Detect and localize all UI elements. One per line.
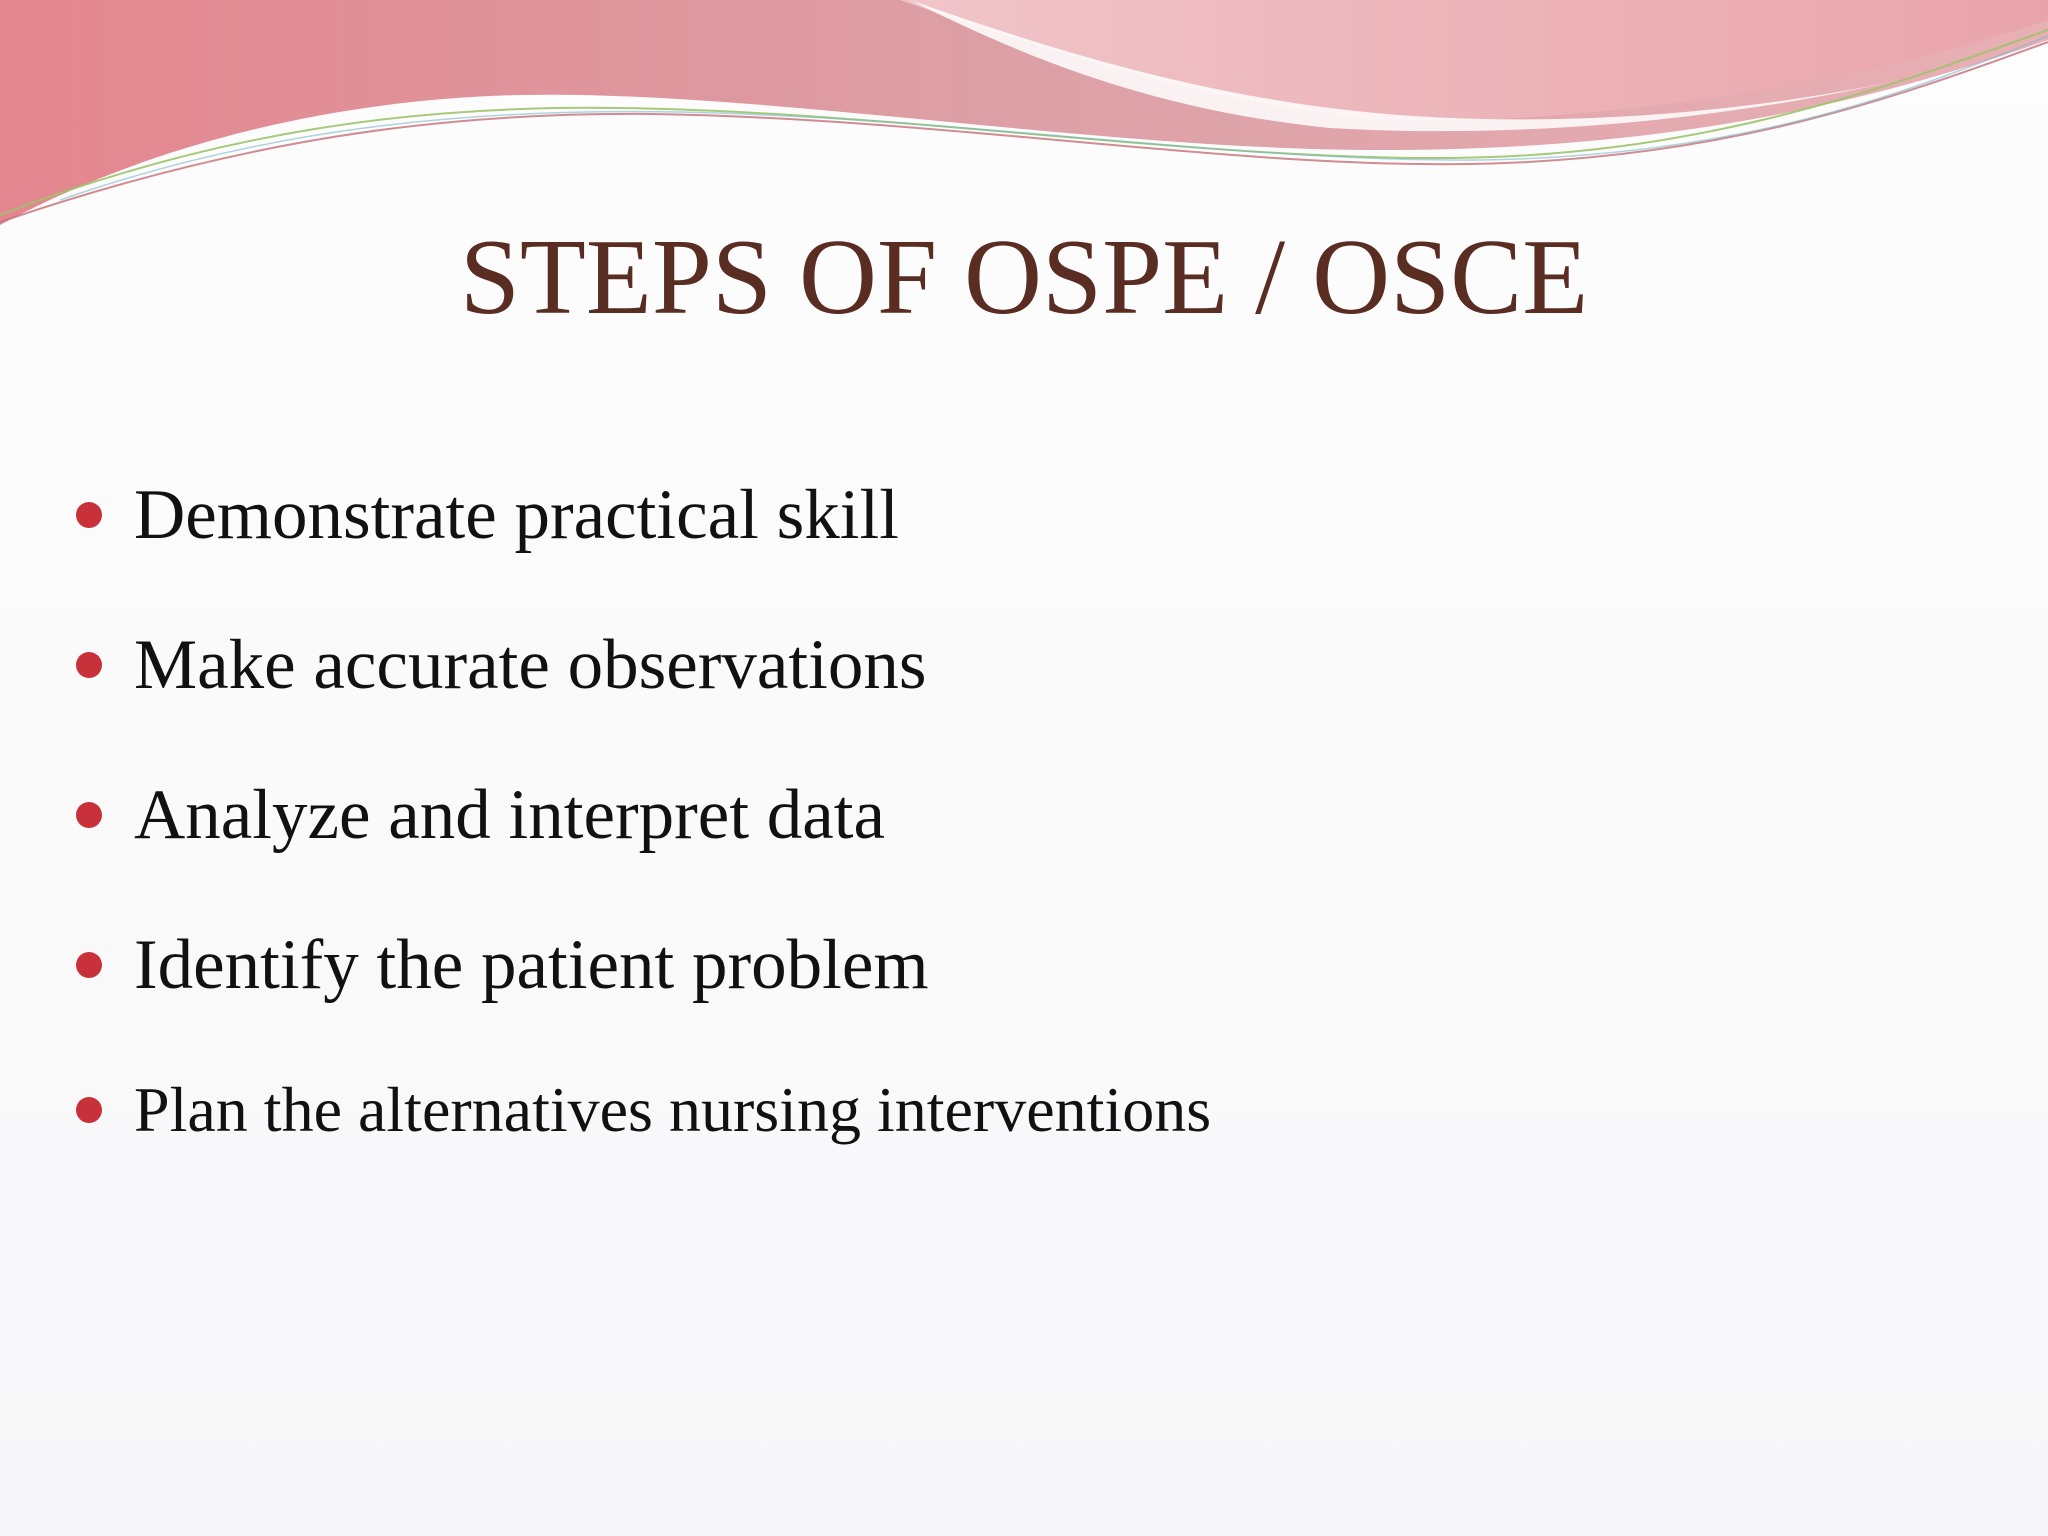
bullet-dot-icon: [76, 802, 102, 828]
bullet-dot-icon: [76, 952, 102, 978]
bullet-item: [76, 590, 1976, 740]
slide-title: STEPS OF OSPE / OSCE: [459, 218, 1589, 337]
bullet-text: Plan the alternatives nursing interventions: [134, 1074, 1212, 1145]
bullet-text: Make accurate observations: [134, 625, 927, 704]
bullet-list: [76, 440, 1976, 1180]
bullet-item: [76, 440, 1976, 590]
bullet-dot-icon: [76, 1097, 102, 1123]
bullet-item: [76, 1040, 1976, 1180]
bullet-text: Analyze and interpret data: [134, 775, 886, 854]
bullet-dot-icon: [76, 502, 102, 528]
bullet-item: [76, 740, 1976, 890]
header-wave-decoration: [0, 0, 2048, 240]
bullet-dot-icon: [76, 652, 102, 678]
bullet-item: [76, 890, 1976, 1040]
bullet-text: Demonstrate practical skill: [134, 475, 899, 554]
bullet-text: Identify the patient problem: [134, 925, 929, 1004]
